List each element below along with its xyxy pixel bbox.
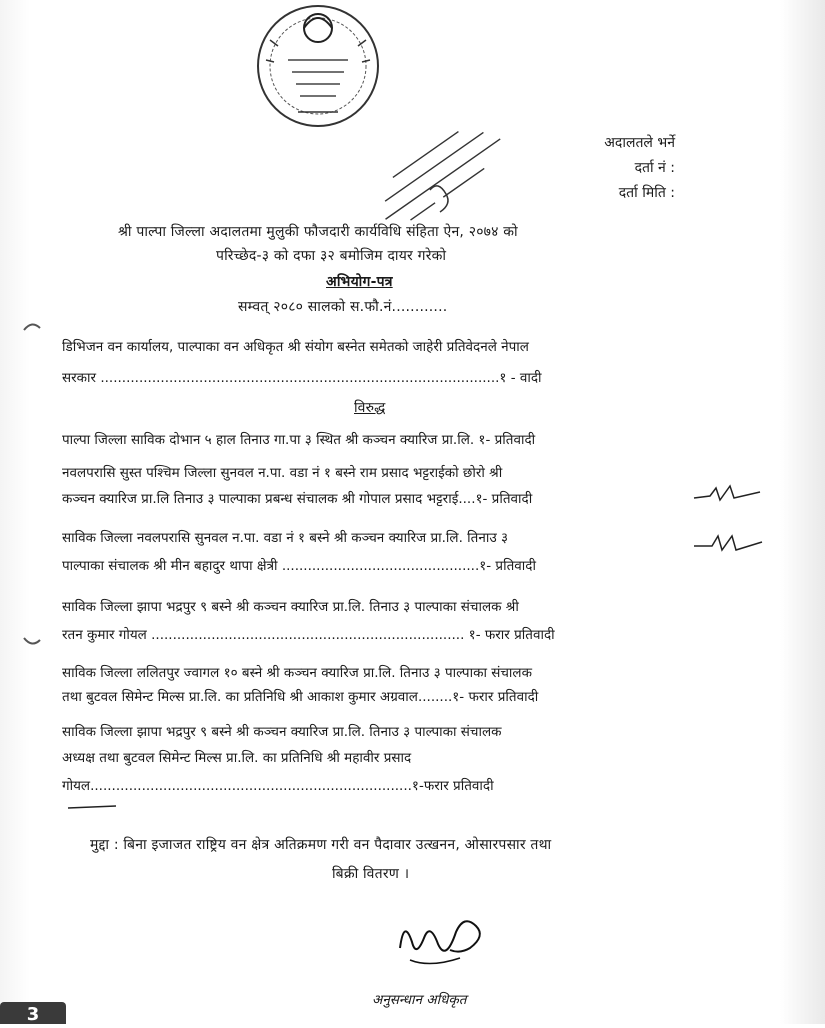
defendant-2-line-1: नवलपरासि सुस्त पश्चिम जिल्ला सुनवल न.पा. वडा नं १ बस्ने राम प्रसाद भट्टराईको छोरो श्री	[62, 465, 503, 481]
case-subject-line-2: बिक्री वितरण ।	[332, 866, 410, 882]
signature-caption: अनुसन्धान अधिकृत	[372, 992, 467, 1008]
title-line-2: परिच्छेद-३ को दफा ३२ बमोजिम दायर गरेको	[216, 248, 447, 264]
certified-copy-stamp	[360, 120, 520, 230]
case-number: सम्वत् २०८० सालको स.फौ.नं............	[238, 299, 448, 315]
defendant-3-line-2: पाल्पाका संचालक श्री मीन बहादुर थापा क्षेत्री ..............................................१- प्रतिवादी	[62, 558, 536, 574]
case-subject-line-1: मुद्दा : बिना इजाजत राष्ट्रिय वन क्षेत्र अतिक्रमण गरी वन पैदावार उत्खनन, ओसारपसार तथा	[90, 837, 552, 853]
defendant-4-line-2: रतन कुमार गोयल ......................................................................... १- फरार प्रतिवादी	[62, 627, 555, 643]
defendant-6-line-3: गोयल...........................................................................१-फरार प्रतिवादी	[62, 778, 494, 794]
defendant-6-line-1: साविक जिल्ला झापा भद्रपुर ९ बस्ने श्री कञ्चन क्यारिज प्रा.लि. तिनाउ ३ पाल्पाका संचालक	[62, 724, 502, 740]
defendant-1-line-1: पाल्पा जिल्ला साविक दोभान ५ हाल तिनाउ गा.पा ३ स्थित श्री कञ्चन क्यारिज प्रा.लि. १- प्रतिवादी	[62, 432, 536, 448]
document-type: अभियोग-पत्र	[326, 274, 393, 290]
defendant-5-line-1: साविक जिल्ला ललितपुर ज्वागल १० बस्ने श्री कञ्चन क्यारिज प्रा.लि. तिनाउ ३ पाल्पाका संचालक	[62, 665, 532, 681]
punch-hole-mark	[20, 318, 44, 342]
handwritten-tick-mark	[690, 480, 770, 510]
registry-number: दर्ता नं :	[634, 160, 675, 176]
plaintiff-line-2: सरकार .............................................................................................१ - वादी	[62, 370, 542, 386]
defendant-6-line-2: अध्यक्ष तथा बुटवल सिमेन्ट मिल्स प्रा.लि. का प्रतिनिधि श्री महावीर प्रसाद	[62, 750, 412, 766]
court-seal-emblem	[248, 0, 388, 132]
handwritten-tick-mark	[690, 532, 770, 562]
defendant-3-line-1: साविक जिल्ला नवलपरासि सुनवल न.पा. वडा नं १ बस्ने श्री कञ्चन क्यारिज प्रा.लि. तिनाउ ३	[62, 530, 509, 546]
page-number-badge: 3	[0, 1002, 66, 1024]
defendant-2-line-2: कञ्चन क्यारिज प्रा.लि तिनाउ ३ पाल्पाका प्रबन्ध संचालक श्री गोपाल प्रसाद भट्टराई....१- प्रतिवादी	[62, 491, 533, 507]
registry-date: दर्ता मिति :	[618, 185, 675, 201]
plaintiff-line-1: डिभिजन वन कार्यालय, पाल्पाका वन अधिकृत श्री संयोग बस्नेत समेतको जाहेरी प्रतिवेदनले नेपाल	[62, 339, 529, 355]
handwritten-underline	[66, 800, 126, 814]
title-line-1: श्री पाल्पा जिल्ला अदालतमा मुलुकी फौजदारी कार्यविधि संहिता ऐन, २०७४ को	[118, 224, 518, 240]
investigator-signature	[390, 908, 500, 978]
punch-hole-mark	[20, 626, 44, 650]
defendant-4-line-1: साविक जिल्ला झापा भद्रपुर ९ बस्ने श्री कञ्चन क्यारिज प्रा.लि. तिनाउ ३ पाल्पाका संचालक श्री	[62, 599, 519, 615]
registry-label: अदालतले भर्ने	[604, 135, 675, 151]
versus-heading: विरुद्ध	[354, 400, 386, 416]
defendant-5-line-2: तथा बुटवल सिमेन्ट मिल्स प्रा.लि. का प्रतिनिधि श्री आकाश कुमार अग्रवाल........१- फरार प्रतिवादी	[62, 689, 539, 705]
